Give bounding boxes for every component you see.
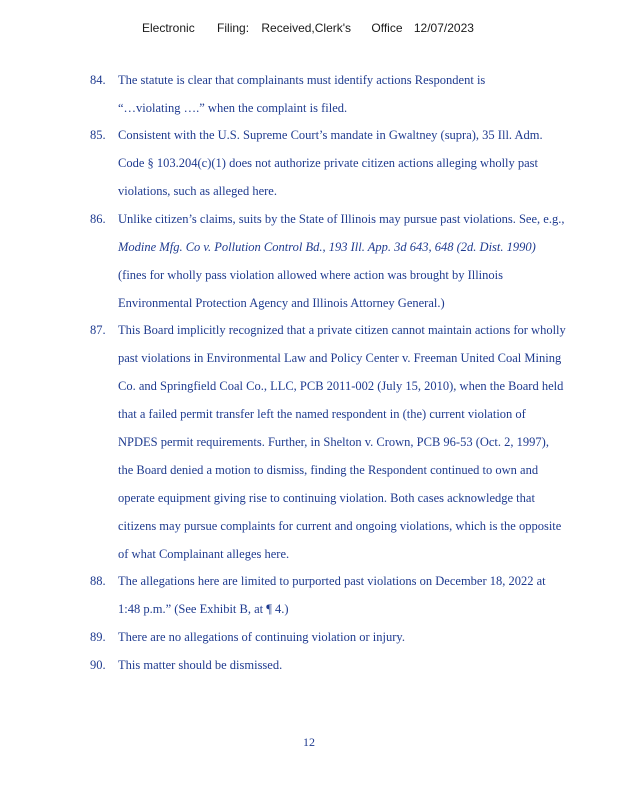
- header-date: 12/07/2023: [413, 21, 474, 35]
- header-office: Office: [371, 21, 403, 35]
- paragraph-line: This Board implicitly recognized that a private citizen cannot maintain actions for wholly: [118, 323, 566, 337]
- paragraph-number: 87.: [90, 323, 106, 337]
- header-filing: Filing:: [217, 21, 250, 35]
- paragraph-line: operate equipment giving rise to continuing violation. Both cases acknowledge that: [118, 491, 535, 505]
- page-number: 12: [303, 735, 315, 749]
- header-electronic: Electronic: [142, 21, 195, 35]
- header-received: Received,Clerk's: [261, 21, 352, 35]
- paragraph-line: violations, such as alleged here.: [118, 184, 277, 198]
- paragraph-line: There are no allegations of continuing violation or injury.: [118, 630, 405, 644]
- paragraph-line: that a failed permit transfer left the named respondent in (the) current violation of: [118, 407, 526, 421]
- paragraph-line: 1:48 p.m.” (See Exhibit B, at ¶ 4.): [118, 602, 289, 616]
- paragraph-line: The allegations here are limited to purported past violations on December 18, 2022 at: [118, 574, 546, 588]
- paragraph-line: Modine Mfg. Co v. Pollution Control Bd., 193 Ill. App. 3d 643, 648 (2d. Dist. 1990): [118, 240, 536, 254]
- paragraph-line: of what Complainant alleges here.: [118, 547, 290, 561]
- paragraph-number: 90.: [90, 658, 106, 672]
- paragraph-line: Consistent with the U.S. Supreme Court’s mandate in Gwaltney (supra), 35 Ill. Adm.: [118, 128, 543, 142]
- paragraph-number: 86.: [90, 212, 106, 226]
- paragraph-line: The statute is clear that complainants must identify actions Respondent is: [118, 73, 486, 87]
- paragraph-line: Environmental Protection Agency and Illinois Attorney General.): [118, 296, 445, 310]
- paragraph-line: Unlike citizen’s claims, suits by the State of Illinois may pursue past violations. See, e.g.,: [118, 212, 565, 226]
- paragraph-line: NPDES permit requirements. Further, in Shelton v. Crown, PCB 96-53 (Oct. 2, 1997),: [118, 435, 549, 449]
- paragraph-line: the Board denied a motion to dismiss, finding the Respondent continued to own and: [118, 463, 539, 477]
- paragraph-line: past violations in Environmental Law and Policy Center v. Freeman United Coal Mining: [118, 351, 562, 365]
- paragraph-line: This matter should be dismissed.: [118, 658, 283, 672]
- paragraph-number: 88.: [90, 574, 106, 588]
- filing-header: [142, 21, 474, 35]
- paragraph-line: Code § 103.204(c)(1) does not authorize private citizen actions alleging wholly past: [118, 156, 539, 170]
- paragraph-line: (fines for wholly pass violation allowed where action was brought by Illinois: [118, 268, 503, 282]
- paragraph-line: “…violating ….” when the complaint is filed.: [118, 101, 348, 115]
- paragraph-line: Co. and Springfield Coal Co., LLC, PCB 2011-002 (July 15, 2010), when the Board held: [118, 379, 564, 393]
- paragraph-number: 85.: [90, 128, 106, 142]
- paragraph-number: 89.: [90, 630, 106, 644]
- paragraph-number: 84.: [90, 73, 106, 87]
- paragraph-line: citizens may pursue complaints for current and ongoing violations, which is the opposite: [118, 519, 562, 533]
